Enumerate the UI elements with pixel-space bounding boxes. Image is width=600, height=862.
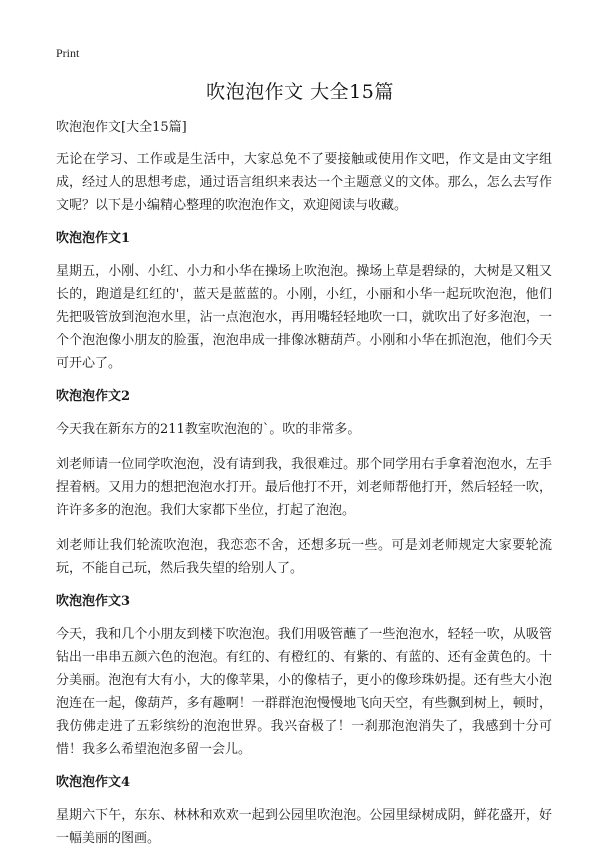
essay-section-2 <box>56 387 552 580</box>
essay-section-1 <box>56 229 552 375</box>
article-body <box>56 118 552 862</box>
print-link[interactable]: Print <box>56 46 80 60</box>
essay-paragraph: 今天我在新东方的211教室吹泡泡的`。吹的非常多。 <box>56 422 361 437</box>
intro-paragraph: 无论在学习、工作或是生活中，大家总免不了要接触或使用作文吧，作文是由文字组成，经过人的思想考虑，通过语言组织来表达一个主题意义的文体。那么，怎么去写作文呢？以下是小编精心整理的吹泡泡作文，欢迎阅读与收藏。 <box>56 152 552 213</box>
essay-paragraph: 刘老师让我们轮流吹泡泡，我恋恋不舍，还想多玩一些。可是刘老师规定大家要轮流玩，不能自己玩，然后我失望的给别人了。 <box>56 538 552 576</box>
page-title: 吹泡泡作文 大全15篇 <box>206 81 394 103</box>
essay-section-3 <box>56 592 552 761</box>
section-heading: 吹泡泡作文3 <box>56 594 131 609</box>
essay-paragraph: 今天，我和几个小朋友到楼下吹泡泡。我们用吸管蘸了一些泡泡水，轻轻一吹，从吸管钻出一串串五颜六色的泡泡。有红的、有橙红的、有紫的、有蓝的、还有金黄色的。十分美丽。泡泡有大有小，大的像苹果，小的像桔子，更小的像珍珠奶提。还有些大小泡泡连在一起，像葫芦，多有趣啊！一群群泡泡慢慢地飞向天空，有些飘到树上，顿时，我仿佛走进了五彩缤纷的泡泡世界。我兴奋极了！一刹那泡泡消失了，我感到十分可惜！我多么希望泡泡多留一会儿。 <box>56 627 552 757</box>
essay-paragraph: 星期六下午，东东、林林和欢欢一起到公园里吹泡泡。公园里绿树成阴，鲜花盛开，好一幅美丽的图画。 <box>56 808 552 846</box>
article-subtitle: 吹泡泡作文[大全15篇] <box>56 120 187 135</box>
essay-paragraph: 刘老师请一位同学吹泡泡，没有请到我，我很难过。那个同学用右手拿着泡泡水，左手捏着柄。又用力的想把泡泡水打开。最后他打不开，刘老师帮他打开，然后轻轻一吹，许许多多的泡泡。我们大家都下坐位，打起了泡泡。 <box>56 457 552 518</box>
section-heading: 吹泡泡作文4 <box>56 775 131 790</box>
essay-paragraph: 星期五，小刚、小红、小力和小华在操场上吹泡泡。操场上草是碧绿的，大树是又粗又长的，跑道是红红的'，蓝天是蓝蓝的。小刚，小红，小丽和小华一起玩吹泡泡，他们先把吸管放到泡泡水里，沾一点泡泡水，再用嘴轻轻地吹一口，就吹出了好多泡泡，一个个泡泡像小朋友的脸蛋，泡泡串成一排像冰糖葫芦。小刚和小华在抓泡泡，他们今天可开心了。 <box>56 264 552 371</box>
section-heading: 吹泡泡作文2 <box>56 389 131 404</box>
section-heading: 吹泡泡作文1 <box>56 231 131 246</box>
essay-section-4 <box>56 773 552 850</box>
